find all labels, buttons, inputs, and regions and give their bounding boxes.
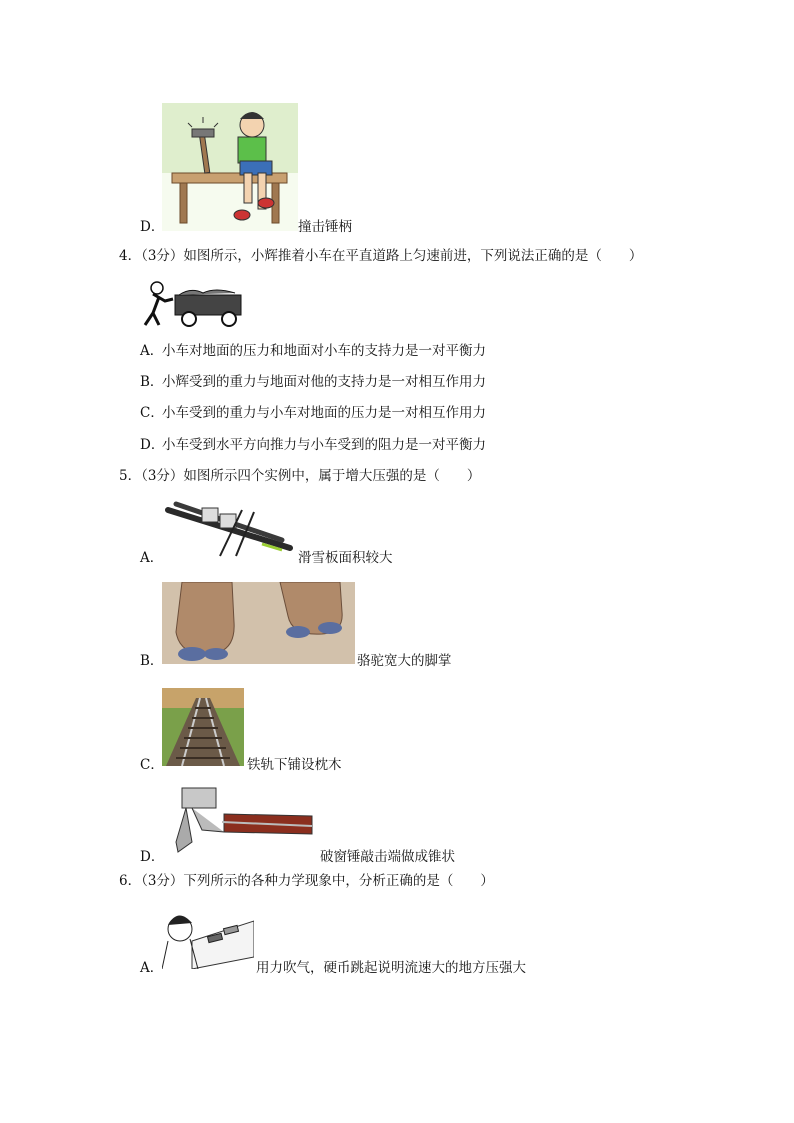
q6-stem: 6．（3分）下列所示的各种力学现象中，分析正确的是（ ） xyxy=(119,873,494,889)
q5-option-c-text: 铁轨下铺设枕木 xyxy=(247,757,342,773)
hammer-boy-image xyxy=(162,103,298,231)
ski-image xyxy=(162,500,296,558)
blowing-coin-image xyxy=(162,901,254,969)
q4-option-d-label: D． xyxy=(140,437,165,453)
q5-option-d-text: 破窗锤敲击端做成锥状 xyxy=(320,849,455,865)
window-breaker-hammer-image xyxy=(162,782,318,862)
q4-option-a-text: 小车对地面的压力和地面对小车的支持力是一对平衡力 xyxy=(162,343,486,359)
railway-track-image xyxy=(162,688,244,766)
q5-option-b-text: 骆驼宽大的脚掌 xyxy=(357,653,452,669)
q5-stem: 5．（3分）如图所示四个实例中，属于增大压强的是（ ） xyxy=(119,468,481,484)
q5-option-d-label: D． xyxy=(140,849,165,865)
q4-option-c-label: C． xyxy=(140,405,164,421)
q5-option-a-label: A． xyxy=(140,550,164,566)
q4-option-a-label: A． xyxy=(140,343,164,359)
q5-option-c-label: C． xyxy=(140,757,164,773)
q5-option-b-label: B． xyxy=(140,653,164,669)
q6-option-a-text: 用力吹气，硬币跳起说明流速大的地方压强大 xyxy=(256,960,526,976)
q5-option-a-text: 滑雪板面积较大 xyxy=(298,550,393,566)
camel-foot-image xyxy=(162,582,355,664)
q4-option-b-label: B． xyxy=(140,374,164,390)
q4-option-b-text: 小辉受到的重力与地面对他的支持力是一对相互作用力 xyxy=(162,374,486,390)
q4-option-c-text: 小车受到的重力与小车对地面的压力是一对相互作用力 xyxy=(162,405,486,421)
q3-option-d-text: 撞击锤柄 xyxy=(298,219,352,235)
q6-option-a-label: A． xyxy=(140,960,164,976)
q3-option-d-label: D． xyxy=(140,219,165,235)
q4-stem: 4．（3分）如图所示，小辉推着小车在平直道路上匀速前进，下列说法正确的是（ ） xyxy=(119,248,643,264)
pushing-cart-image xyxy=(139,279,247,330)
q4-option-d-text: 小车受到水平方向推力与小车受到的阻力是一对平衡力 xyxy=(162,437,486,453)
